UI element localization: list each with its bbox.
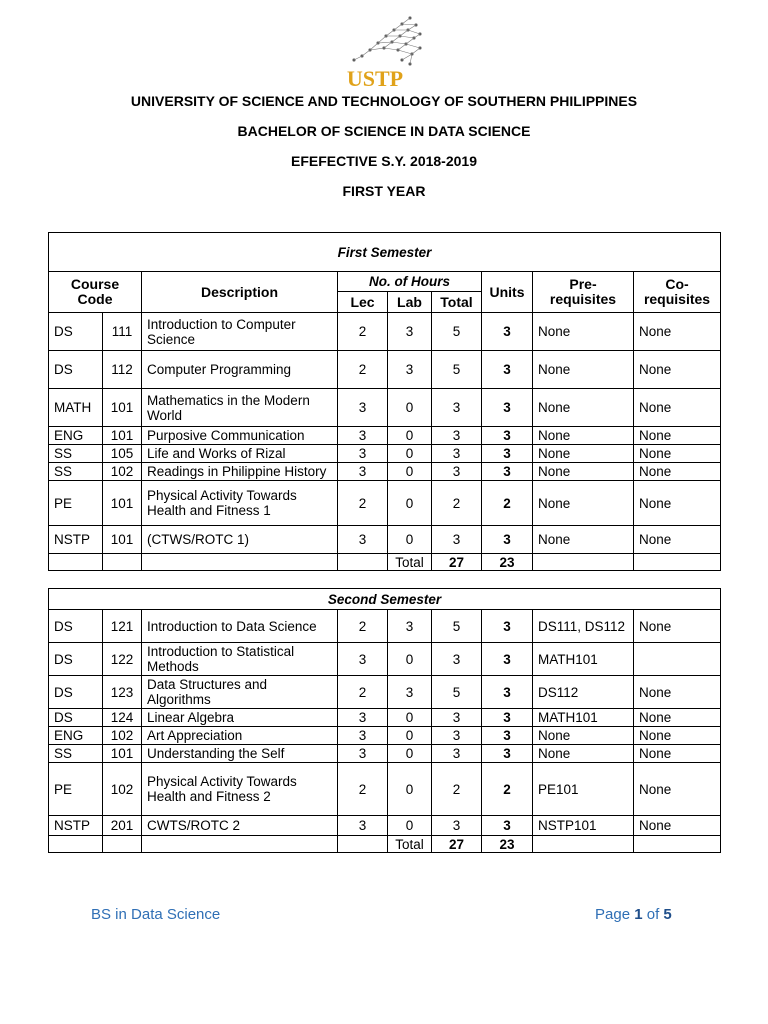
- total-hours: 3: [432, 445, 482, 463]
- effective-year: EFEFECTIVE S.Y. 2018-2019: [291, 153, 477, 169]
- corequisites: None: [634, 763, 721, 816]
- prerequisites: MATH101: [533, 643, 634, 676]
- network-dots-icon: [340, 10, 430, 72]
- course-units: 3: [482, 463, 533, 481]
- total-hours: 2: [432, 481, 482, 526]
- lec-hours: 3: [338, 643, 388, 676]
- total-header: Total: [432, 292, 482, 313]
- total-hours: 2: [432, 763, 482, 816]
- course-number: 101: [103, 427, 142, 445]
- lab-hours: 3: [388, 313, 432, 351]
- footer-program: BS in Data Science: [91, 906, 221, 923]
- course-units: 3: [482, 445, 533, 463]
- prerequisites: None: [533, 427, 634, 445]
- prerequisites: None: [533, 727, 634, 745]
- corequisites: None: [634, 676, 721, 709]
- course-units: 3: [482, 709, 533, 727]
- lec-hours: 2: [338, 610, 388, 643]
- lab-hours: 0: [388, 816, 432, 836]
- course-number: 111: [103, 313, 142, 351]
- page-current: 1: [634, 906, 643, 923]
- total-hours: 3: [432, 526, 482, 554]
- page-total: 5: [663, 906, 672, 923]
- coreq-header: Co-requisites: [634, 272, 721, 313]
- lec-header: Lec: [338, 292, 388, 313]
- course-number: 102: [103, 727, 142, 745]
- course-units: 2: [482, 481, 533, 526]
- lab-header: Lab: [388, 292, 432, 313]
- course-dept: SS: [49, 445, 103, 463]
- total-hours: 3: [432, 745, 482, 763]
- prerequisites: DS112: [533, 676, 634, 709]
- course-units: 3: [482, 745, 533, 763]
- course-units: 2: [482, 763, 533, 816]
- course-row: [49, 389, 721, 427]
- total-hours: 3: [432, 427, 482, 445]
- course-row: [49, 727, 721, 745]
- semester-title: Second Semester: [49, 589, 721, 610]
- course-dept: PE: [49, 763, 103, 816]
- prerequisites: DS111, DS112: [533, 610, 634, 643]
- course-description: Life and Works of Rizal: [142, 445, 338, 463]
- prerequisites: None: [533, 463, 634, 481]
- prerequisites: None: [533, 313, 634, 351]
- corequisites: None: [634, 526, 721, 554]
- prerequisites: None: [533, 481, 634, 526]
- course-description: Physical Activity Towards Health and Fitness 1: [142, 481, 338, 526]
- lab-hours: 0: [388, 445, 432, 463]
- course-dept: DS: [49, 610, 103, 643]
- prerequisites: None: [533, 445, 634, 463]
- course-description: Introduction to Statistical Methods: [142, 643, 338, 676]
- lec-hours: 2: [338, 676, 388, 709]
- corequisites: None: [634, 351, 721, 389]
- course-units: 3: [482, 427, 533, 445]
- course-number: 121: [103, 610, 142, 643]
- lab-hours: 0: [388, 643, 432, 676]
- course-units: 3: [482, 816, 533, 836]
- prerequisites: MATH101: [533, 709, 634, 727]
- course-units: 3: [482, 643, 533, 676]
- blank-cell: [49, 836, 103, 853]
- description-header: Description: [142, 272, 338, 313]
- lab-hours: 0: [388, 427, 432, 445]
- total-hours: 5: [432, 351, 482, 389]
- course-row: [49, 763, 721, 816]
- page-number: [595, 906, 672, 923]
- corequisites: None: [634, 610, 721, 643]
- course-number: 102: [103, 763, 142, 816]
- total-hours: 27: [432, 554, 482, 571]
- lab-hours: 0: [388, 763, 432, 816]
- course-dept: DS: [49, 676, 103, 709]
- course-number: 101: [103, 526, 142, 554]
- total-hours: 27: [432, 836, 482, 853]
- lec-hours: 3: [338, 445, 388, 463]
- prerequisites: None: [533, 351, 634, 389]
- lec-hours: 2: [338, 313, 388, 351]
- blank-cell: [533, 554, 634, 571]
- course-dept: DS: [49, 313, 103, 351]
- course-dept: DS: [49, 643, 103, 676]
- course-description: Understanding the Self: [142, 745, 338, 763]
- lab-hours: 0: [388, 709, 432, 727]
- lec-hours: 3: [338, 745, 388, 763]
- course-code-header: Course Code: [49, 272, 142, 313]
- lab-hours: 3: [388, 676, 432, 709]
- course-dept: ENG: [49, 727, 103, 745]
- units-header: Units: [482, 272, 533, 313]
- prerequisites: PE101: [533, 763, 634, 816]
- corequisites: None: [634, 463, 721, 481]
- lec-hours: 3: [338, 526, 388, 554]
- course-number: 102: [103, 463, 142, 481]
- course-units: 3: [482, 389, 533, 427]
- total-units: 23: [482, 836, 533, 853]
- course-description: Computer Programming: [142, 351, 338, 389]
- course-dept: NSTP: [49, 816, 103, 836]
- corequisites: None: [634, 445, 721, 463]
- course-dept: DS: [49, 351, 103, 389]
- total-hours: 5: [432, 610, 482, 643]
- course-description: Introduction to Data Science: [142, 610, 338, 643]
- corequisites: None: [634, 481, 721, 526]
- lab-hours: 3: [388, 610, 432, 643]
- course-number: 112: [103, 351, 142, 389]
- hours-header: No. of Hours: [338, 272, 482, 292]
- course-number: 123: [103, 676, 142, 709]
- course-units: 3: [482, 313, 533, 351]
- course-dept: PE: [49, 481, 103, 526]
- ustp-logo: [340, 10, 430, 92]
- course-units: 3: [482, 526, 533, 554]
- total-hours: 3: [432, 643, 482, 676]
- university-title: UNIVERSITY OF SCIENCE AND TECHNOLOGY OF SOUTHERN PHILIPPINES: [130, 93, 638, 109]
- lec-hours: 2: [338, 481, 388, 526]
- total-hours: 5: [432, 676, 482, 709]
- blank-cell: [533, 836, 634, 853]
- blank-cell: [338, 554, 388, 571]
- lec-hours: 3: [338, 389, 388, 427]
- corequisites: None: [634, 427, 721, 445]
- blank-cell: [103, 554, 142, 571]
- course-number: 122: [103, 643, 142, 676]
- first-semester-table: [48, 232, 721, 571]
- total-hours: 3: [432, 816, 482, 836]
- course-row: [49, 709, 721, 727]
- prereq-header: Pre-requisites: [533, 272, 634, 313]
- lab-hours: 0: [388, 481, 432, 526]
- course-dept: MATH: [49, 389, 103, 427]
- course-number: 201: [103, 816, 142, 836]
- course-row: [49, 313, 721, 351]
- corequisites: None: [634, 313, 721, 351]
- course-row: [49, 427, 721, 445]
- course-units: 3: [482, 610, 533, 643]
- course-row: [49, 445, 721, 463]
- lab-hours: 0: [388, 745, 432, 763]
- course-number: 124: [103, 709, 142, 727]
- course-number: 101: [103, 389, 142, 427]
- program-title: BACHELOR OF SCIENCE IN DATA SCIENCE: [237, 123, 531, 139]
- lec-hours: 3: [338, 727, 388, 745]
- blank-cell: [338, 836, 388, 853]
- course-number: 101: [103, 745, 142, 763]
- total-hours: 3: [432, 463, 482, 481]
- course-units: 3: [482, 676, 533, 709]
- prerequisites: None: [533, 745, 634, 763]
- lab-hours: 0: [388, 727, 432, 745]
- lec-hours: 3: [338, 816, 388, 836]
- corequisites: None: [634, 745, 721, 763]
- lec-hours: 3: [338, 463, 388, 481]
- course-description: Linear Algebra: [142, 709, 338, 727]
- total-label: Total: [388, 836, 432, 853]
- course-description: Purposive Communication: [142, 427, 338, 445]
- total-hours: 3: [432, 709, 482, 727]
- logo-text: USTP: [346, 66, 404, 91]
- course-row: [49, 351, 721, 389]
- course-number: 105: [103, 445, 142, 463]
- course-description: Introduction to Computer Science: [142, 313, 338, 351]
- total-hours: 3: [432, 727, 482, 745]
- corequisites: None: [634, 727, 721, 745]
- course-description: Mathematics in the Modern World: [142, 389, 338, 427]
- total-units: 23: [482, 554, 533, 571]
- lec-hours: 2: [338, 351, 388, 389]
- corequisites: None: [634, 816, 721, 836]
- course-row: [49, 463, 721, 481]
- course-row: [49, 481, 721, 526]
- prerequisites: None: [533, 389, 634, 427]
- course-description: Data Structures and Algorithms: [142, 676, 338, 709]
- lab-hours: 0: [388, 389, 432, 427]
- course-units: 3: [482, 727, 533, 745]
- course-description: CWTS/ROTC 2: [142, 816, 338, 836]
- course-row: [49, 643, 721, 676]
- course-dept: DS: [49, 709, 103, 727]
- course-row: [49, 745, 721, 763]
- course-dept: NSTP: [49, 526, 103, 554]
- lab-hours: 3: [388, 351, 432, 389]
- year-level: FIRST YEAR: [342, 183, 426, 199]
- course-row: [49, 676, 721, 709]
- lab-hours: 0: [388, 526, 432, 554]
- lab-hours: 0: [388, 463, 432, 481]
- semester-title: First Semester: [49, 233, 721, 272]
- course-row: [49, 526, 721, 554]
- prerequisites: NSTP101: [533, 816, 634, 836]
- prerequisites: None: [533, 526, 634, 554]
- total-hours: 5: [432, 313, 482, 351]
- lec-hours: 2: [338, 763, 388, 816]
- course-description: (CTWS/ROTC 1): [142, 526, 338, 554]
- blank-cell: [142, 554, 338, 571]
- course-dept: SS: [49, 745, 103, 763]
- page-of: of: [646, 906, 660, 923]
- course-dept: ENG: [49, 427, 103, 445]
- second-semester-table: [48, 588, 721, 853]
- course-description: Physical Activity Towards Health and Fitness 2: [142, 763, 338, 816]
- blank-cell: [103, 836, 142, 853]
- course-row: [49, 816, 721, 836]
- course-description: Art Appreciation: [142, 727, 338, 745]
- blank-cell: [634, 836, 721, 853]
- blank-cell: [142, 836, 338, 853]
- lec-hours: 3: [338, 427, 388, 445]
- page-word: Page: [595, 906, 631, 923]
- total-hours: 3: [432, 389, 482, 427]
- course-units: 3: [482, 351, 533, 389]
- course-dept: SS: [49, 463, 103, 481]
- course-number: 101: [103, 481, 142, 526]
- course-row: [49, 610, 721, 643]
- total-label: Total: [388, 554, 432, 571]
- lec-hours: 3: [338, 709, 388, 727]
- blank-cell: [634, 554, 721, 571]
- course-description: Readings in Philippine History: [142, 463, 338, 481]
- corequisites: None: [634, 389, 721, 427]
- corequisites: None: [634, 709, 721, 727]
- blank-cell: [49, 554, 103, 571]
- corequisites: [634, 643, 721, 676]
